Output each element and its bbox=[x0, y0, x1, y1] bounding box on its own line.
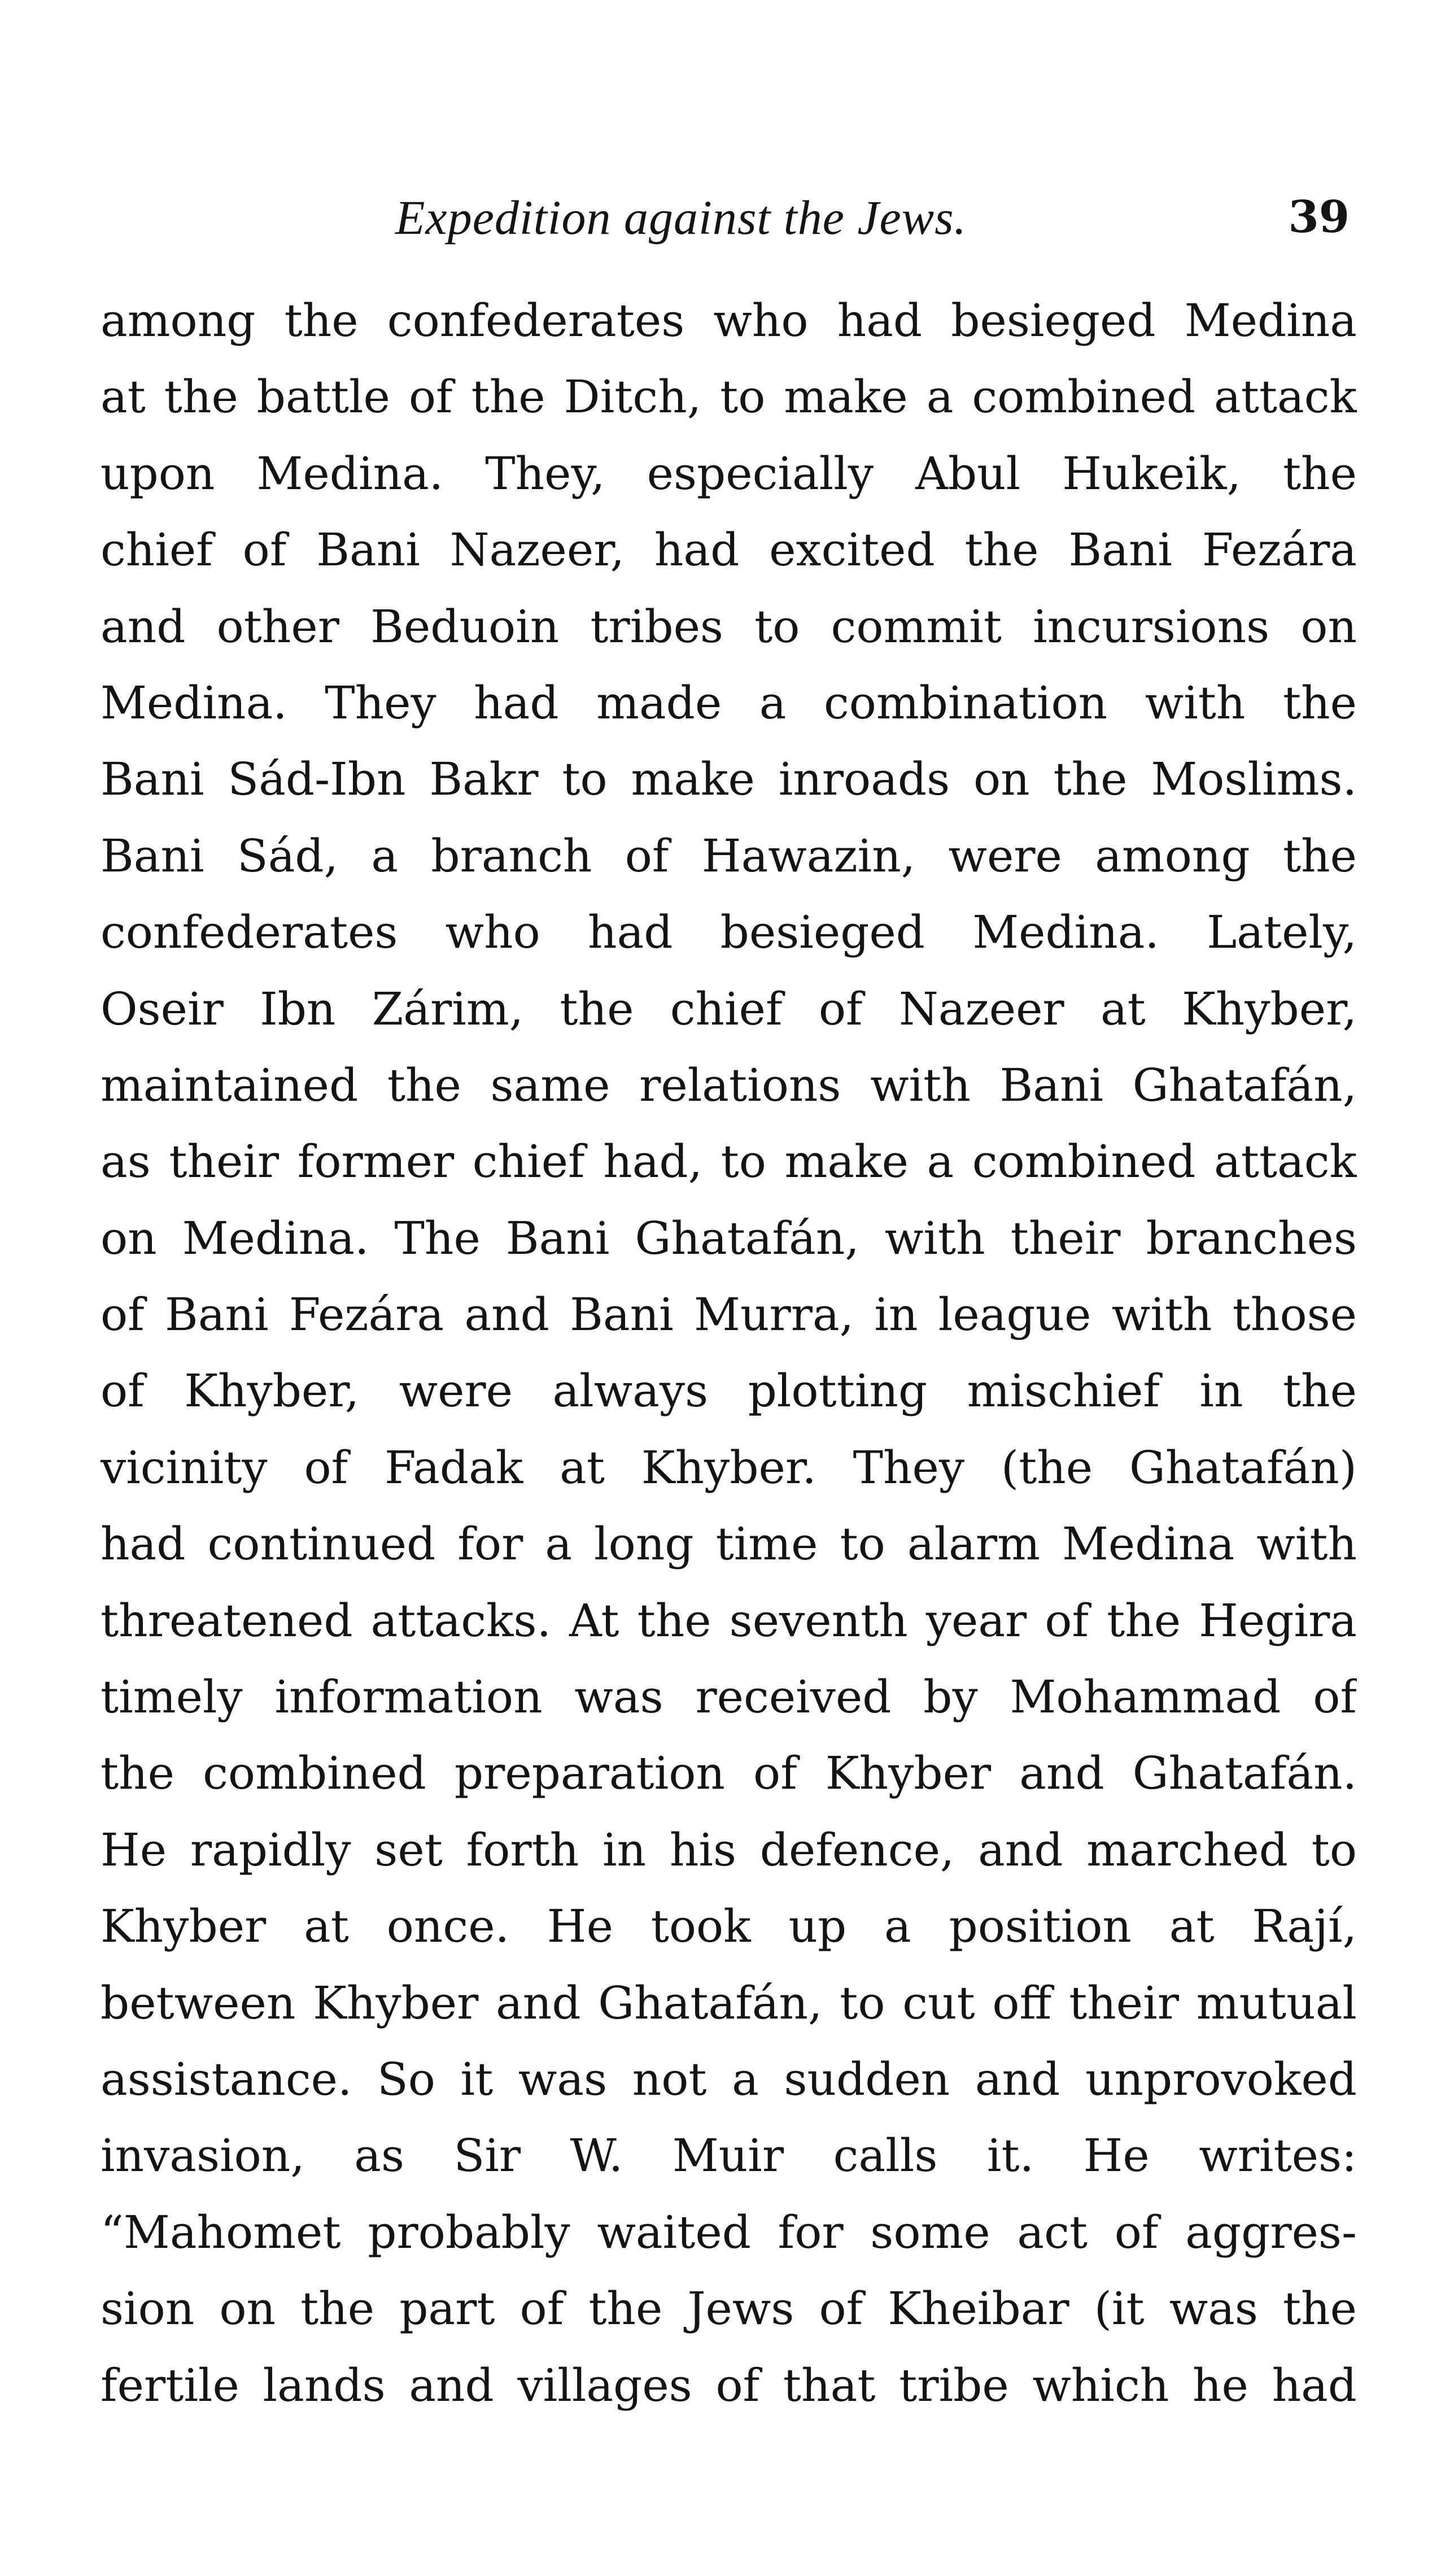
text-line: confederates who had besieged Medina. Lately, bbox=[101, 906, 1357, 959]
text-line: the combined preparation of Khyber and Ghatafán. bbox=[101, 1747, 1357, 1800]
text-line: of Bani Fezára and Bani Murra, in league with those bbox=[101, 1288, 1357, 1341]
text-line: invasion, as Sir W. Muir calls it. He writes: bbox=[101, 2129, 1357, 2182]
text-line: “Mahomet probably waited for some act of aggres- bbox=[101, 2205, 1357, 2259]
text-line: between Khyber and Ghatafán, to cut off their mutual bbox=[101, 1976, 1357, 2029]
text-line: fertile lands and villages of that tribe which he had bbox=[101, 2359, 1357, 2412]
text-line: timely information was received by Mohammad of bbox=[101, 1671, 1357, 1724]
text-line: had continued for a long time to alarm Medina with bbox=[101, 1518, 1357, 1571]
text-line: Medina. They had made a combination with the bbox=[101, 676, 1357, 729]
running-head bbox=[102, 186, 1350, 249]
text-line: chief of Bani Nazeer, had excited the Bani Fezára bbox=[101, 524, 1357, 577]
text-line: assistance. So it was not a sudden and unprovoked bbox=[101, 2052, 1357, 2106]
text-line: maintained the same relations with Bani Ghatafán, bbox=[101, 1058, 1357, 1112]
text-line: threatened attacks. At the seventh year of the Hegira bbox=[101, 1594, 1357, 1647]
text-line: and other Beduoin tribes to commit incursions on bbox=[101, 600, 1357, 653]
text-line: of Khyber, were always plotting mischief in the bbox=[101, 1365, 1357, 1418]
text-line: Oseir Ibn Zárim, the chief of Nazeer at Khyber, bbox=[101, 982, 1357, 1035]
text-line: He rapidly set forth in his defence, and marched to bbox=[101, 1823, 1357, 1876]
body-text bbox=[101, 282, 1357, 2424]
text-line: vicinity of Fadak at Khyber. They (the Ghatafán) bbox=[101, 1441, 1357, 1494]
text-line: Khyber at once. He took up a position at Rají, bbox=[101, 1900, 1357, 1953]
text-line: Bani Sád, a branch of Hawazin, were among the bbox=[101, 829, 1357, 882]
text-line: among the confederates who had besieged Medina bbox=[101, 294, 1357, 347]
text-line: sion on the part of the Jews of Kheibar (it was the bbox=[101, 2282, 1357, 2335]
text-line: Bani Sád-Ibn Bakr to make inroads on the Moslims. bbox=[101, 753, 1357, 806]
text-line: on Medina. The Bani Ghatafán, with their branches bbox=[101, 1211, 1357, 1265]
text-line: at the battle of the Ditch, to make a combined attack bbox=[101, 371, 1357, 424]
text-line: as their former chief had, to make a combined attack bbox=[101, 1135, 1357, 1188]
text-line: upon Medina. They, especially Abul Hukeik, the bbox=[101, 447, 1357, 500]
running-title: Expedition against the Jews. bbox=[395, 190, 967, 245]
page-number: 39 bbox=[1288, 191, 1350, 243]
